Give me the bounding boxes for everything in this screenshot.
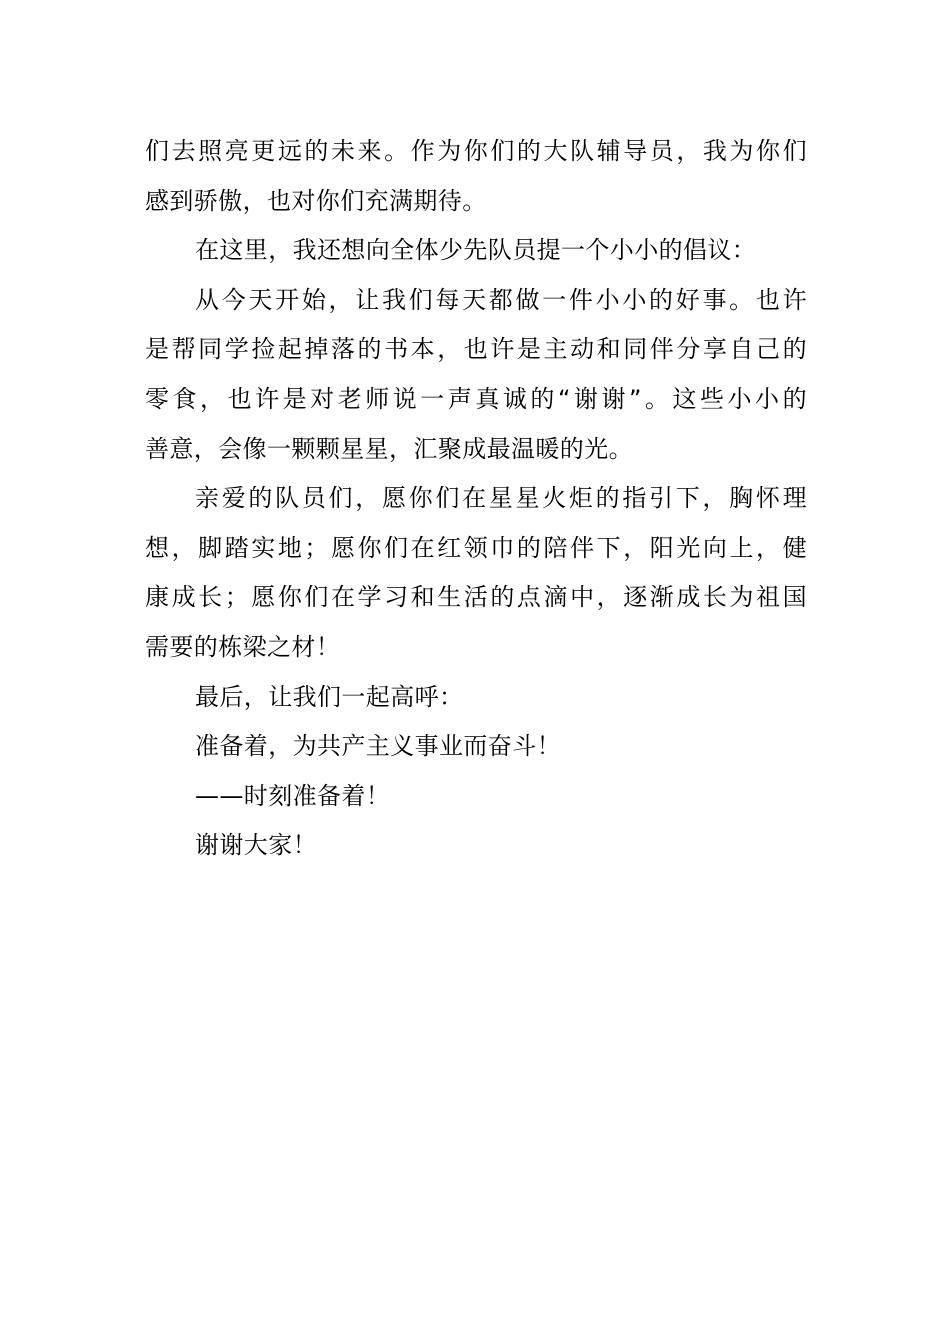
text-line: 们去照亮更远的未来。作为你们的大队辅导员，我为你们	[145, 137, 807, 165]
paragraph-2	[145, 226, 807, 276]
paragraph-3	[145, 276, 807, 474]
text-line: 在这里，我还想向全体少先队员提一个小小的倡议：	[195, 236, 757, 265]
text-line: 想，脚踏实地；愿你们在红领巾的陪伴下，阳光向上，健	[145, 533, 807, 562]
text-line: ——时刻准备着！	[195, 781, 391, 810]
paragraph-1	[145, 127, 807, 226]
text-line: 感到骄傲，也对你们充满期待。	[145, 186, 487, 215]
paragraph-5	[145, 673, 807, 723]
paragraph-6	[145, 722, 807, 772]
text-line: 最后，让我们一起高呼：	[195, 682, 464, 711]
text-line: 康成长；愿你们在学习和生活的点滴中，逐渐成长为祖国	[145, 583, 807, 612]
text-line: 是帮同学捡起掉落的书本，也许是主动和同伴分享自己的	[145, 335, 807, 364]
body-text	[145, 127, 807, 871]
text-line: 从今天开始，让我们每天都做一件小小的好事。也许	[195, 285, 807, 314]
text-line: 零食，也许是对老师说一声真诚的“谢谢”。这些小小的	[145, 384, 807, 413]
text-line: 谢谢大家！	[195, 831, 317, 860]
paragraph-8	[145, 821, 807, 871]
text-line: 善意，会像一颗颗星星，汇聚成最温暖的光。	[145, 434, 633, 463]
text-line: 需要的栋梁之材！	[145, 632, 341, 661]
paragraph-4	[145, 474, 807, 672]
text-line: 亲爱的队员们，愿你们在星星火炬的指引下，胸怀理	[195, 484, 807, 513]
text-line: 准备着，为共产主义事业而奋斗！	[195, 732, 561, 761]
paragraph-7	[145, 772, 807, 822]
